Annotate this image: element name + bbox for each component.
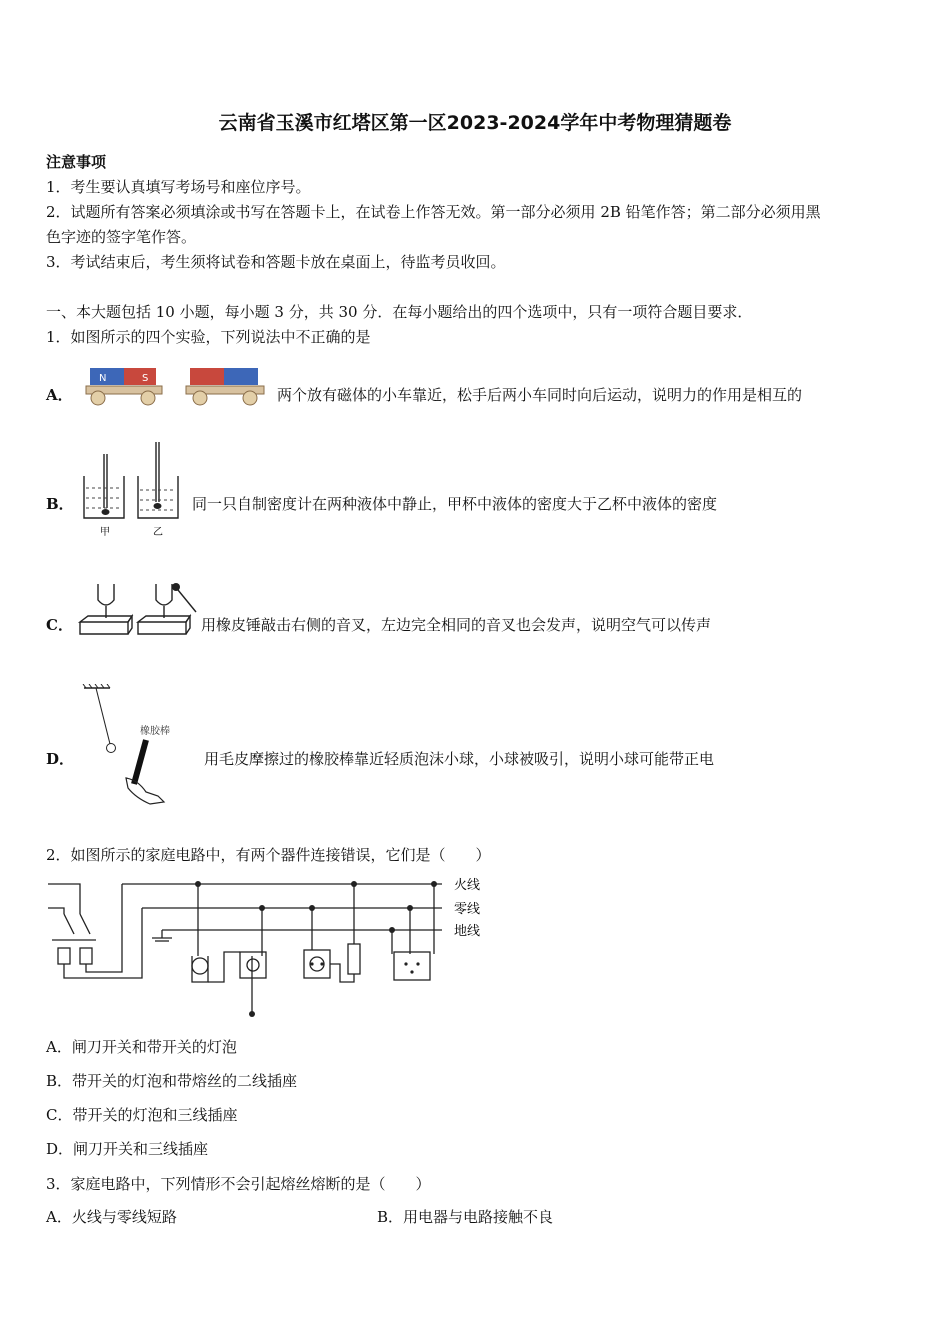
- rod-label: 橡胶棒: [140, 726, 170, 737]
- rubber-rod: [134, 740, 146, 784]
- foam-ball: [107, 744, 116, 753]
- right-cart: [186, 368, 264, 405]
- cup-a-label: 甲: [100, 527, 110, 538]
- q1-option-d-letter: D．: [46, 750, 75, 768]
- section-instruction: 一、本大题包括 10 小题，每小题 3 分，共 30 分．在每小题给出的四个选项中，只有一项符合题目要求．: [46, 303, 753, 321]
- notice-heading: 注意事项: [46, 153, 107, 171]
- fuse-left: [58, 948, 70, 964]
- rubber-hammer: [172, 583, 180, 591]
- q2-option-c: C．带开关的灯泡和三线插座: [46, 1106, 238, 1124]
- q2-option-b: B．带开关的灯泡和带熔丝的二线插座: [46, 1072, 298, 1090]
- q1-option-b-text: 同一只自制密度计在两种液体中静止，甲杯中液体的密度大于乙杯中液体的密度: [192, 495, 718, 513]
- earth-wire-label: 地线: [454, 924, 481, 939]
- fuse-right: [80, 948, 92, 964]
- right-fork: [156, 584, 172, 605]
- neutral-wire-label: 零线: [454, 902, 481, 917]
- q1-option-d-text: 用毛皮摩擦过的橡胶棒靠近轻质泡沫小球，小球被吸引，说明小球可能带正电: [204, 750, 715, 768]
- notice-item-1: 1．考生要认真填写考场号和座位序号。: [46, 178, 311, 196]
- cup-b-label: 乙: [153, 527, 163, 538]
- socket-fuse: [348, 944, 360, 974]
- pole-label-s: S: [142, 373, 149, 384]
- rubber-rod-figure: [80, 684, 200, 806]
- q2-stem: 2．如图所示的家庭电路中，有两个器件连接错误，它们是（ ）: [46, 846, 491, 864]
- page-title: 云南省玉溪市红塔区第一区2023-2024学年中考物理猜题卷: [218, 112, 732, 134]
- notice-item-2: 2．试题所有答案必须填涂或书写在答题卡上，在试卷上作答无效。第一部分必须用 2B 铅笔作答；第二部分必须用黑: [46, 203, 821, 221]
- q1-option-a-text: 两个放有磁体的小车靠近，松手后两小车同时向后运动，说明力的作用是相互的: [277, 386, 803, 404]
- q1-option-b-letter: B．: [46, 495, 74, 513]
- cup-b: [138, 476, 178, 518]
- q3-stem: 3．家庭电路中，下列情形不会引起熔丝熔断的是（ ）: [46, 1175, 431, 1193]
- pole-label-n: N: [99, 373, 107, 384]
- notice-item-2-cont: 色字迹的签字笔作答。: [46, 228, 197, 246]
- tuning-fork-figure: [76, 576, 200, 650]
- left-fork: [98, 584, 114, 605]
- two-pin-socket: [304, 950, 330, 978]
- three-pin-socket: [394, 952, 430, 980]
- density-meter-figure: [78, 440, 188, 540]
- bulb: [192, 958, 208, 974]
- q1-option-c-letter: C．: [46, 616, 73, 634]
- live-wire-label: 火线: [454, 878, 481, 893]
- notice-item-3: 3．考试结束后，考生须将试卷和答题卡放在桌面上，待监考员收回。: [46, 253, 506, 271]
- q2-option-a: A．闸刀开关和带开关的灯泡: [46, 1038, 237, 1056]
- q3-option-b: B．用电器与电路接触不良: [377, 1208, 554, 1226]
- q3-option-a: A．火线与零线短路: [46, 1208, 177, 1226]
- household-circuit-figure: [44, 872, 494, 1020]
- q1-stem: 1．如图所示的四个实验，下列说法中不正确的是: [46, 328, 371, 346]
- q1-option-a-letter: A．: [46, 386, 73, 404]
- left-cart: [86, 368, 162, 405]
- q1-option-c-text: 用橡皮锤敲击右侧的音叉，左边完全相同的音叉也会发声，说明空气可以传声: [201, 616, 712, 634]
- q2-option-d: D．闸刀开关和三线插座: [46, 1140, 209, 1158]
- magnet-carts-figure: [82, 362, 272, 410]
